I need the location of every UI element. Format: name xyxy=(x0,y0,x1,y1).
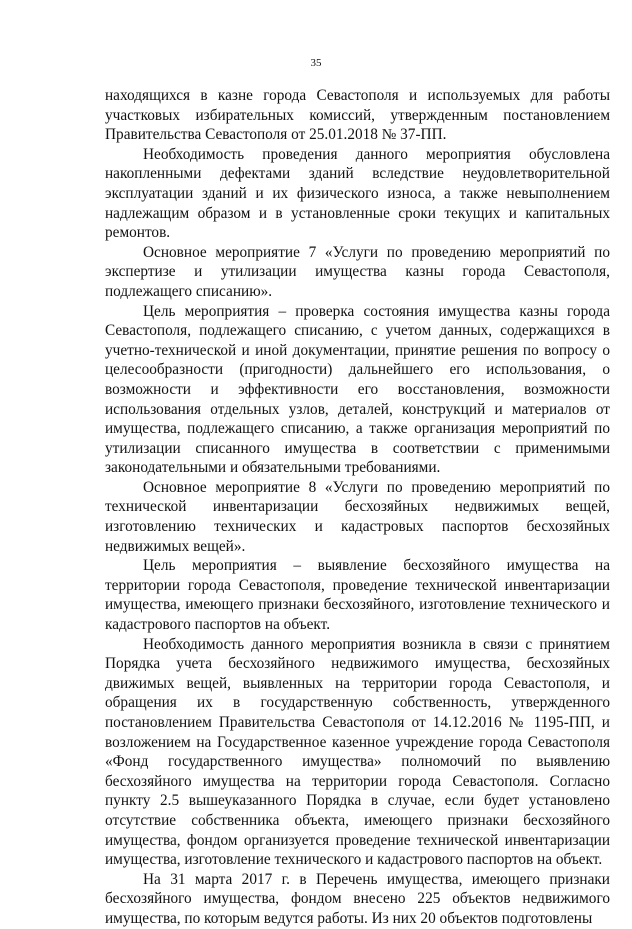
paragraph-7: Необходимость данного мероприятия возникла в связи с принятием Порядка учета бесхозяйного недвижимого имущества, бесхозяйных движимых вещей, выявленных на территории города Севастополя, и обращения их в государственную собственность, утвержденного постановлением Правительства Севастополя от 14.12.2016 № 1195-ПП, и возложением на Государственное казенное учреждение города Севастополя «Фонд государственного имущества» полномочий по выявлению бесхозяйного имущества на территории города Севастополя. Согласно пункту 2.5 вышеуказанного Порядка в случае, если будет установлено отсутствие собственника объекта, имеющего признаки бесхозяйного имущества, фондом организуется проведение технической инвентаризации имущества, изготовление технического и кадастрового паспортов на объект. xyxy=(105,635,610,869)
paragraph-8: На 31 марта 2017 г. в Перечень имущества, имеющего признаки бесхозяйного имущества, фондом внесено 225 объектов недвижимого имущества, по которым ведутся работы. Из них 20 объектов подготовлены xyxy=(105,870,610,927)
paragraph-2: Необходимость проведения данного мероприятия обусловлена накопленными дефектами зданий вследствие неудовлетворительной эксплуатации зданий и их физического износа, а также невыполнением надлежащим образом и в установленные сроки текущих и капитальных ремонтов. xyxy=(105,145,610,242)
paragraph-4: Цель мероприятия – проверка состояния имущества казны города Севастополя, подлежащего списанию, с учетом данных, содержащихся в учетно-технической и иной документации, принятие решения по вопросу о целесообразности (пригодности) дальнейшего его использования, о возможности и эффективности его восстановления, возможности использования отдельных узлов, деталей, конструкций и материалов от имущества, подлежащего списанию, а также организация мероприятий по утилизации списанного имущества в соответствии с применимыми законодательными и обязательными требованиями. xyxy=(105,302,610,477)
paragraph-1: находящихся в казне города Севастополя и используемых для работы участковых избирательных комиссий, утвержденным постановлением Правительства Севастополя от 25.01.2018 № 37-ПП. xyxy=(105,87,610,144)
paragraph-3: Основное мероприятие 7 «Услуги по проведению мероприятий по экспертизе и утилизации имущества казны города Севастополя, подлежащего списанию». xyxy=(105,243,610,300)
body-text xyxy=(105,86,610,929)
paragraph-6: Цель мероприятия – выявление бесхозяйного имущества на территории города Севастополя, проведение технической инвентаризации имущества, имеющего признаки бесхозяйного, изготовление технического и кадастрового паспортов на объект. xyxy=(105,557,610,634)
paragraph-5: Основное мероприятие 8 «Услуги по проведению мероприятий по технической инвентаризации бесхозяйных недвижимых вещей, изготовлению технических и кадастровых паспортов бесхозяйных недвижимых вещей». xyxy=(105,478,610,555)
page-number: 35 xyxy=(310,57,322,69)
